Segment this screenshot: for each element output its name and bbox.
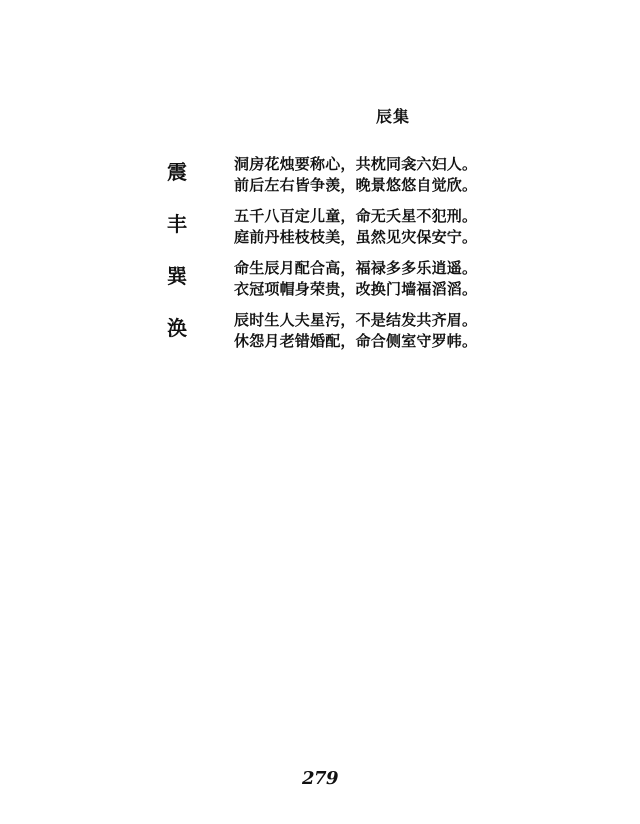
page-number: 279 [301,768,339,789]
verse-line: 庭前丹桂枝枝美，虽然见灾保安宁。 [234,228,478,246]
hexagram-label: 震 [167,160,187,184]
verse-line: 五千八百定儿童，命无夭星不犯刑。 [234,207,478,225]
verse-entry [0,206,640,256]
verse-line: 前后左右皆争羡，晚景悠悠自觉欣。 [234,176,478,194]
verse-entry [0,310,640,360]
hexagram-label: 涣 [167,316,187,340]
verse-lines [234,310,478,352]
verse-line: 洞房花烛要称心，共枕同衾六妇人。 [234,155,478,173]
verse-line: 衣冠项帽身荣贵，改换门墙福滔滔。 [234,280,478,298]
verse-line: 辰时生人夫星污，不是结发共齐眉。 [234,311,478,329]
section-title: 辰集 [376,107,411,126]
verse-lines [234,206,478,248]
verse-line: 命生辰月配合高，福禄多多乐逍遥。 [234,259,478,277]
verse-entry [0,154,640,204]
hexagram-label: 巽 [167,264,187,288]
verse-lines [234,258,478,300]
verse-lines [234,154,478,196]
hexagram-label: 丰 [167,212,187,236]
verse-line: 休怨月老错婚配，命合侧室守罗帏。 [234,332,478,350]
verse-entry [0,258,640,308]
